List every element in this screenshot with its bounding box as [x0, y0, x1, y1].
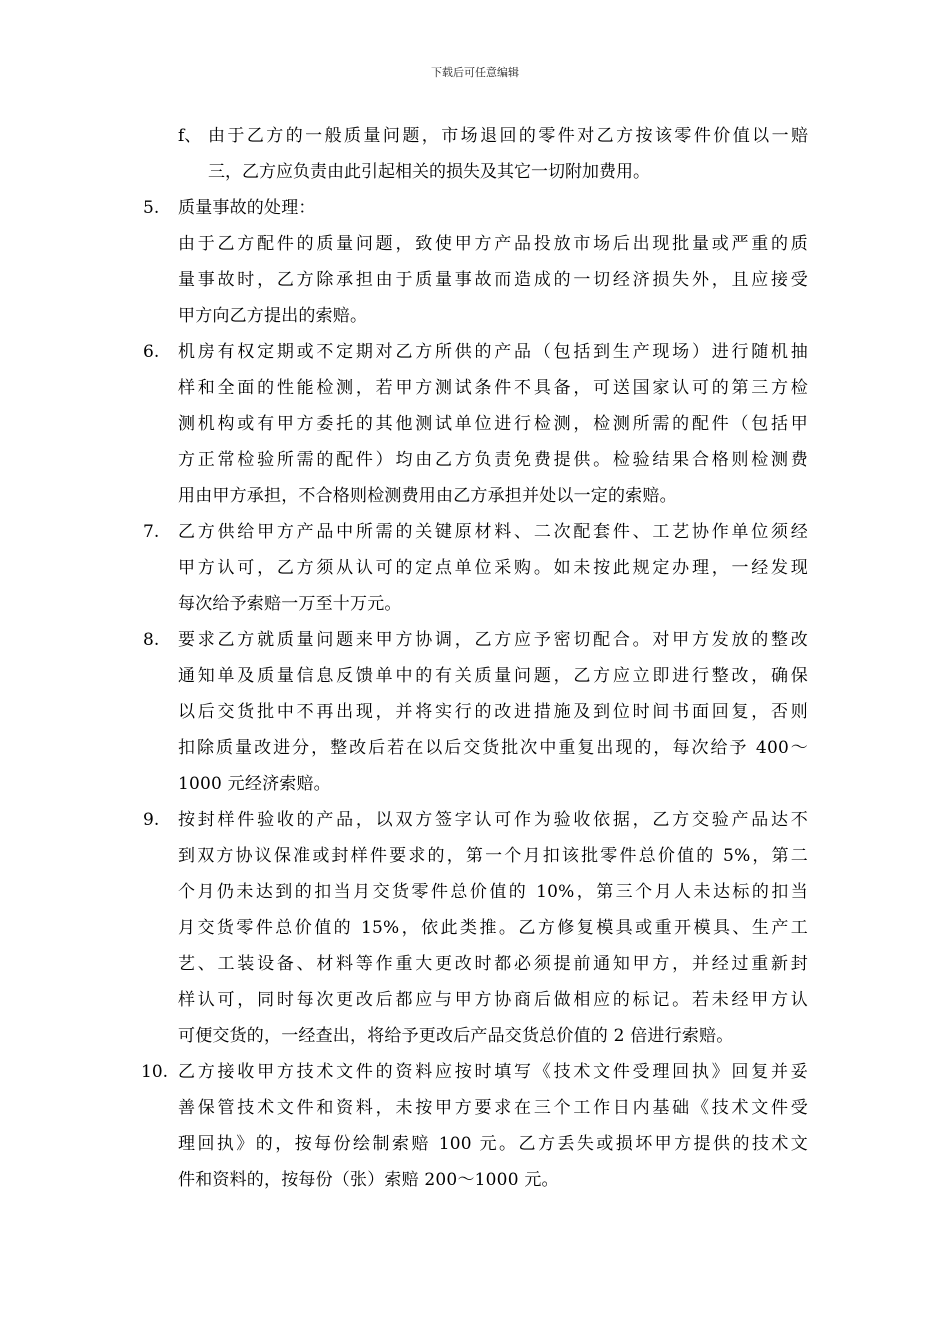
- list-item-line: 个月仍未达到的扣当月交货零件总价值的 10%，第三个月人未达标的扣当: [178, 882, 808, 902]
- list-item-line: 月交货零件总价值的 15%，依此类推。乙方修复模具或重开模具、生产工: [178, 918, 808, 938]
- list-item-line: 质量事故的处理：: [178, 198, 316, 218]
- list-item-number: 9.: [143, 810, 160, 830]
- list-item-line: 善保管技术文件和资料，未按甲方要求在三个工作日内基础《技术文件受: [178, 1098, 808, 1118]
- list-item-line: 艺、工装设备、材料等作重大更改时都必须提前通知甲方，并经过重新封: [178, 954, 808, 974]
- sub-item-f-line: 由于乙方的一般质量问题，市场退回的零件对乙方按该零件价值以一赔: [208, 126, 808, 146]
- list-item-line: 测机构或有甲方委托的其他测试单位进行检测，检测所需的配件（包括甲: [178, 414, 808, 434]
- list-item-line: 量事故时，乙方除承担由于质量事故而造成的一切经济损失外，且应接受: [178, 270, 808, 290]
- header-note: 下载后可任意编辑: [431, 66, 519, 79]
- list-item-line: 每次给予索赔一万至十万元。: [178, 594, 402, 614]
- sub-item-f-marker: f、: [178, 126, 202, 146]
- list-item-line: 乙方供给甲方产品中所需的关键原材料、二次配套件、工艺协作单位须经: [178, 522, 808, 542]
- list-item-line: 以后交货批中不再出现，并将实行的改进措施及到位时间书面回复，否则: [178, 702, 808, 722]
- list-item-number: 6.: [143, 342, 160, 362]
- list-item-line: 乙方接收甲方技术文件的资料应按时填写《技术文件受理回执》回复并妥: [178, 1062, 808, 1082]
- list-item-line: 理回执》的，按每份绘制索赔 100 元。乙方丢失或损坏甲方提供的技术文: [178, 1134, 808, 1154]
- list-item-line: 样认可，同时每次更改后都应与甲方协商后做相应的标记。若未经甲方认: [178, 990, 808, 1010]
- list-item-number: 7.: [143, 522, 160, 542]
- list-item-line: 机房有权定期或不定期对乙方所供的产品（包括到生产现场）进行随机抽: [178, 342, 808, 362]
- list-item-line: 要求乙方就质量问题来甲方协调，乙方应予密切配合。对甲方发放的整改: [178, 630, 808, 650]
- list-item-line: 甲方向乙方提出的索赔。: [178, 306, 368, 326]
- list-item-line: 样和全面的性能检测，若甲方测试条件不具备，可送国家认可的第三方检: [178, 378, 808, 398]
- list-item-number: 10.: [141, 1062, 169, 1082]
- list-item-number: 8.: [143, 630, 160, 650]
- list-item-line: 扣除质量改进分，整改后若在以后交货批次中重复出现的，每次给予 400～: [178, 738, 808, 758]
- list-item-line: 通知单及质量信息反馈单中的有关质量问题，乙方应立即进行整改，确保: [178, 666, 808, 686]
- list-item-line: 方正常检验所需的配件）均由乙方负责免费提供。检验结果合格则检测费: [178, 450, 808, 470]
- list-item-line: 用由甲方承担，不合格则检测费用由乙方承担并处以一定的索赔。: [178, 486, 677, 506]
- list-item-line: 按封样件验收的产品，以双方签字认可作为验收依据，乙方交验产品达不: [178, 810, 808, 830]
- list-item-line: 到双方协议保准或封样件要求的，第一个月扣该批零件总价值的 5%，第二: [178, 846, 808, 866]
- list-item-line: 件和资料的，按每份（张）索赔 200～1000 元。: [178, 1170, 559, 1190]
- list-item-number: 5.: [143, 198, 160, 218]
- list-item-line: 由于乙方配件的质量问题，致使甲方产品投放市场后出现批量或严重的质: [178, 234, 808, 254]
- sub-item-f-line: 三，乙方应负责由此引起相关的损失及其它一切附加费用。: [208, 162, 650, 182]
- list-item-line: 可便交货的，一经查出，将给予更改后产品交货总价值的 2 倍进行索赔。: [178, 1026, 734, 1046]
- list-item-line: 1000 元经济索赔。: [178, 774, 331, 794]
- list-item-line: 甲方认可，乙方须从认可的定点单位采购。如未按此规定办理，一经发现: [178, 558, 808, 578]
